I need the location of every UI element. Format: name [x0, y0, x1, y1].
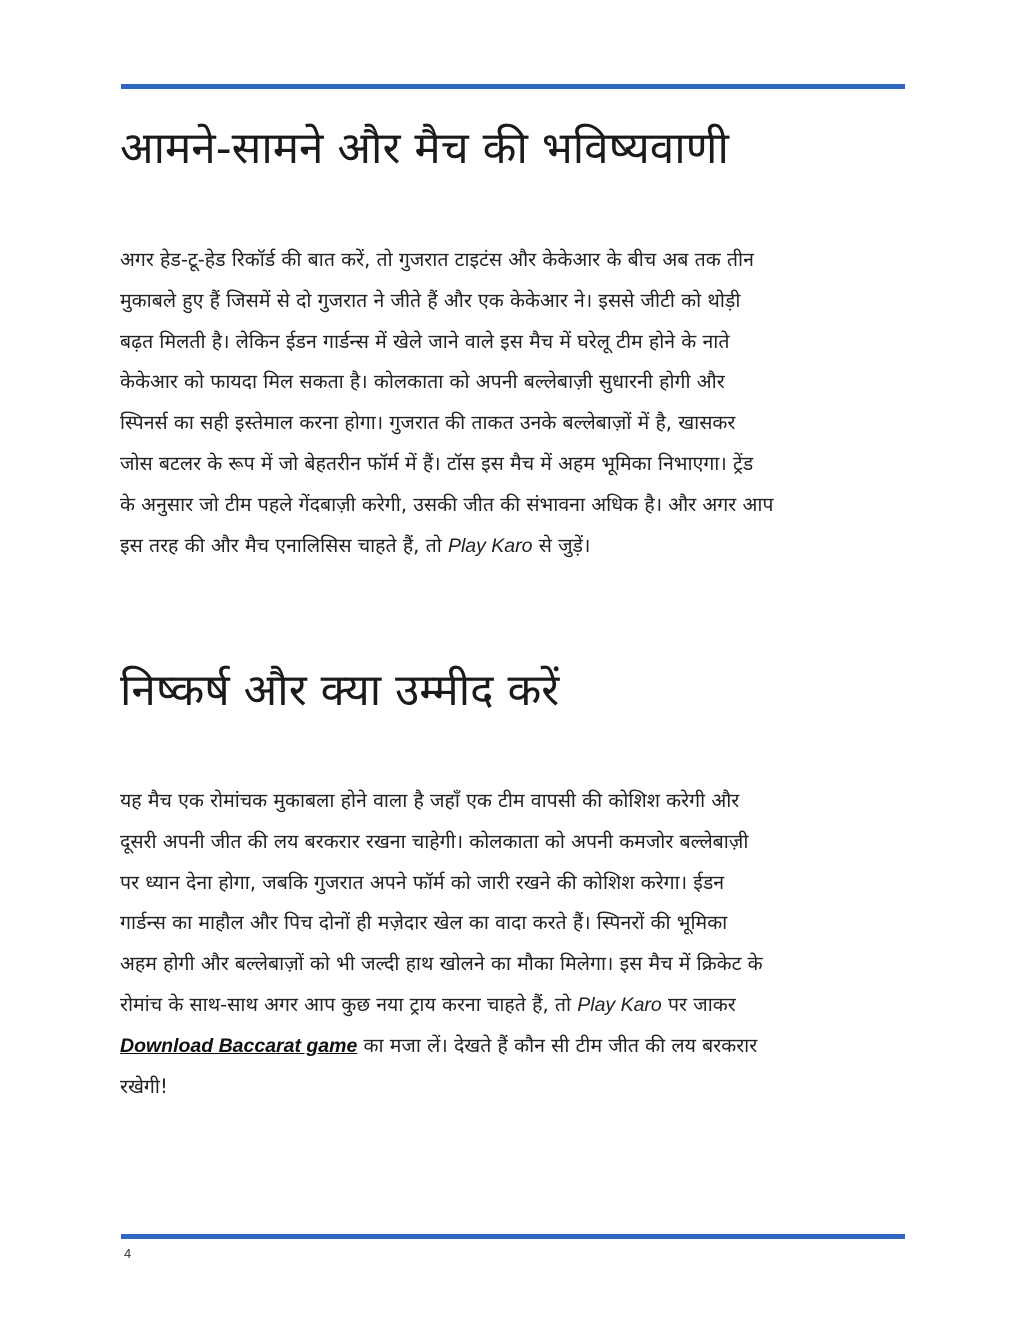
paragraph-line: अगर हेड-टू-हेड रिकॉर्ड की बात करें, तो गुजरात टाइटंस और केकेआर के बीच अब तक तीन: [120, 248, 754, 271]
paragraph-line: के अनुसार जो टीम पहले गेंदबाज़ी करेगी, उसकी जीत की संभावना अधिक है। और अगर आप: [120, 492, 774, 516]
paragraph-line: पर ध्यान देना होगा, जबकि गुजरात अपने फॉर्म को जारी रखने की कोशिश करेगा। ईडन: [120, 870, 725, 894]
top-divider: [121, 84, 905, 89]
conclusion-paragraph: [120, 781, 910, 1107]
paragraph-line: रखेगी!: [120, 1074, 168, 1098]
line-text: इस तरह की और मैच एनालिसिस चाहते हैं, तो: [120, 533, 448, 557]
paragraph-line: स्पिनर्स का सही इस्तेमाल करना होगा। गुजरात की ताकत उनके बल्लेबाज़ों में है, खासकर: [120, 411, 736, 435]
paragraph-line: जोस बटलर के रूप में जो बेहतरीन फॉर्म में हैं। टॉस इस मैच में अहम भूमिका निभाएगा। ट्रेंड: [120, 451, 754, 475]
paragraph-line: [120, 526, 910, 567]
prediction-paragraph: [120, 240, 910, 566]
line-text: से जुड़ें।: [532, 533, 591, 557]
paragraph-line: [120, 1026, 910, 1067]
line-text: का मजा लें। देखते हैं कौन सी टीम जीत की लय बरकरार: [357, 1033, 758, 1057]
bottom-divider: [121, 1234, 905, 1239]
paragraph-line: गार्डन्स का माहौल और पिच दोनों ही मज़ेदार खेल का वादा करते हैं। स्पिनरों की भूमिका: [120, 911, 728, 935]
paragraph-line: केकेआर को फायदा मिल सकता है। कोलकाता को अपनी बल्लेबाज़ी सुधारनी होगी और: [120, 370, 725, 394]
paragraph-line: मुकाबले हुए हैं जिसमें से दो गुजरात ने जीते हैं और एक केकेआर ने। इससे जीटी को थोड़ी: [120, 288, 741, 312]
paragraph-line: [120, 985, 910, 1026]
line-text: पर जाकर: [661, 992, 736, 1016]
line-text: रोमांच के साथ-साथ अगर आप कुछ नया ट्राय करना चाहते हैं, तो: [120, 992, 578, 1016]
paragraph-line: दूसरी अपनी जीत की लय बरकरार रखना चाहेगी। कोलकाता को अपनी कमजोर बल्लेबाज़ी: [120, 829, 749, 853]
brand-name-italic: Play Karo: [577, 993, 662, 1016]
section-heading-conclusion: निष्कर्ष और क्या उम्मीद करें: [120, 665, 560, 716]
page-number: 4: [124, 1246, 132, 1261]
download-baccarat-link[interactable]: Download Baccarat game: [120, 1034, 358, 1057]
brand-name-italic: Play Karo: [447, 534, 533, 557]
section-heading-prediction: आमने-सामने और मैच की भविष्यवाणी: [120, 123, 729, 174]
paragraph-line: यह मैच एक रोमांचक मुकाबला होने वाला है जहाँ एक टीम वापसी की कोशिश करेगी और: [120, 789, 740, 812]
paragraph-line: बढ़त मिलती है। लेकिन ईडन गार्डन्स में खेले जाने वाले इस मैच में घरेलू टीम होने के नाते: [120, 329, 730, 353]
paragraph-line: अहम होगी और बल्लेबाज़ों को भी जल्दी हाथ खोलने का मौका मिलेगा। इस मैच में क्रिकेट के: [120, 952, 763, 976]
